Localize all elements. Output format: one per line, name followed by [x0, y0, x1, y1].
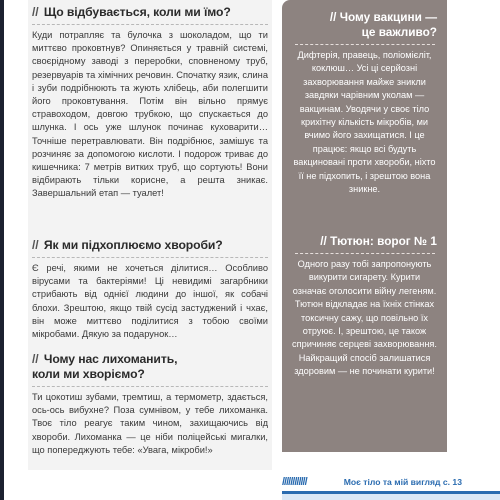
section-paragraph: Є речі, якими не хочеться ділитися… Особливо вірусами та бактеріями! Ці невидимі загарбники стрибають від однієї людини до іншої, як собачі блохи. Зрештою, якщо твій сусід застуджений і чхає, він може миттєво поділитися з тобою своїми мікробами. Дякую за подарунок…	[32, 263, 268, 340]
heading-slashes: //	[32, 5, 39, 19]
heading-text: Що відбувається, коли ми їмо?	[43, 5, 231, 19]
heading-text: Чому вакцини —	[339, 10, 437, 24]
heading-slashes: //	[320, 234, 327, 248]
footer-page-label: Моє тіло та мій вигляд с. 13	[343, 477, 462, 487]
section-paragraph: Ти цокотиш зубами, тремтиш, а термометр, здається, ось-ось вибухне? Поза сумнівом, у тебе лихоманка. Твоє тіло реагує таким чином, захищаючись від хвороби. Лихоманка — це ніби поліцейські мигалки, що попереджують тебе: «Увага, мікроби!»	[32, 392, 268, 455]
right-column	[282, 0, 447, 452]
section-diseases	[28, 238, 272, 341]
page-edge-bar	[0, 0, 4, 500]
heading-text: Чому нас лихоманить,	[43, 352, 178, 366]
section-heading	[282, 10, 447, 40]
section-paragraph: Куди потрапляє та булочка з шоколадом, що ти миттєво проковтнув? Опиняється у травній системі, своєрідному заводі з переробки, сповненому труб, резервуарів та хімічних речовин. Спочатку язик, слина і зуби подрібнюють та жують хлібець, аби полегшити його проковтування. Потім він вільно прямує стравоходом, довгою трубкою, що спускається до шлунка. І ось уже шлунок починає куховарити… Точніше перетравлювати. Він подрібнює, замішує та розчиняє за допомогою кислоти. І подорож триває до кишечника: 7 метрів витких труб, що сортують! Вони відбирають тільки корисне, а решта зникає. Завершальний етап — туалет!	[32, 30, 268, 199]
heading-divider	[32, 386, 268, 387]
heading-text-line2: це важливо?	[361, 25, 437, 39]
section-eating	[28, 5, 272, 201]
heading-slashes: //	[32, 352, 39, 366]
heading-slashes: //	[32, 238, 39, 252]
heading-divider	[32, 257, 268, 258]
section-paragraph: Дифтерія, правець, поліомієліт, коклюш… Усі ці серйозні захворювання майже зникли завдяки чарівним уколам — вакцинам. Уводячи у своє тіло крихітну кількість мікробів, ми вчимо його захищатися. І це працює: якщо всі будуть вакциновані проти хвороби, ніхто її не підхопить, і зрештою вона зникне.	[293, 50, 436, 195]
heading-divider	[32, 24, 268, 25]
heading-slashes: //	[329, 10, 337, 24]
left-column	[28, 0, 272, 470]
page-footer	[282, 470, 500, 500]
footer-slashes: ////////////	[282, 476, 307, 488]
heading-text-line2: коли ми хворіємо?	[32, 367, 145, 381]
heading-divider	[295, 44, 435, 45]
section-fever	[28, 352, 272, 457]
heading-text: Як ми підхоплюємо хвороби?	[43, 238, 223, 252]
left-footer-space	[28, 470, 272, 500]
heading-divider	[295, 253, 435, 254]
heading-text: Тютюн: ворог № 1	[330, 234, 437, 248]
section-heading	[28, 5, 272, 20]
section-heading	[282, 234, 447, 249]
footer-bar	[282, 491, 500, 500]
section-vaccines	[282, 10, 447, 196]
section-heading	[28, 238, 272, 253]
right-margin	[447, 0, 500, 452]
section-tobacco	[282, 234, 447, 379]
section-paragraph: Одного разу тобі запропонують викурити сигарету. Курити означає оголосити війну легеням. Тютюн відкладає на їхніх стінках токсичну сажу, що повільно їх отруює. І, зрештою, це також спричиняє серцеві захворювання. Найкращий спосіб залишатися здоровим — не починати курити!	[292, 259, 437, 377]
section-heading	[28, 352, 272, 382]
